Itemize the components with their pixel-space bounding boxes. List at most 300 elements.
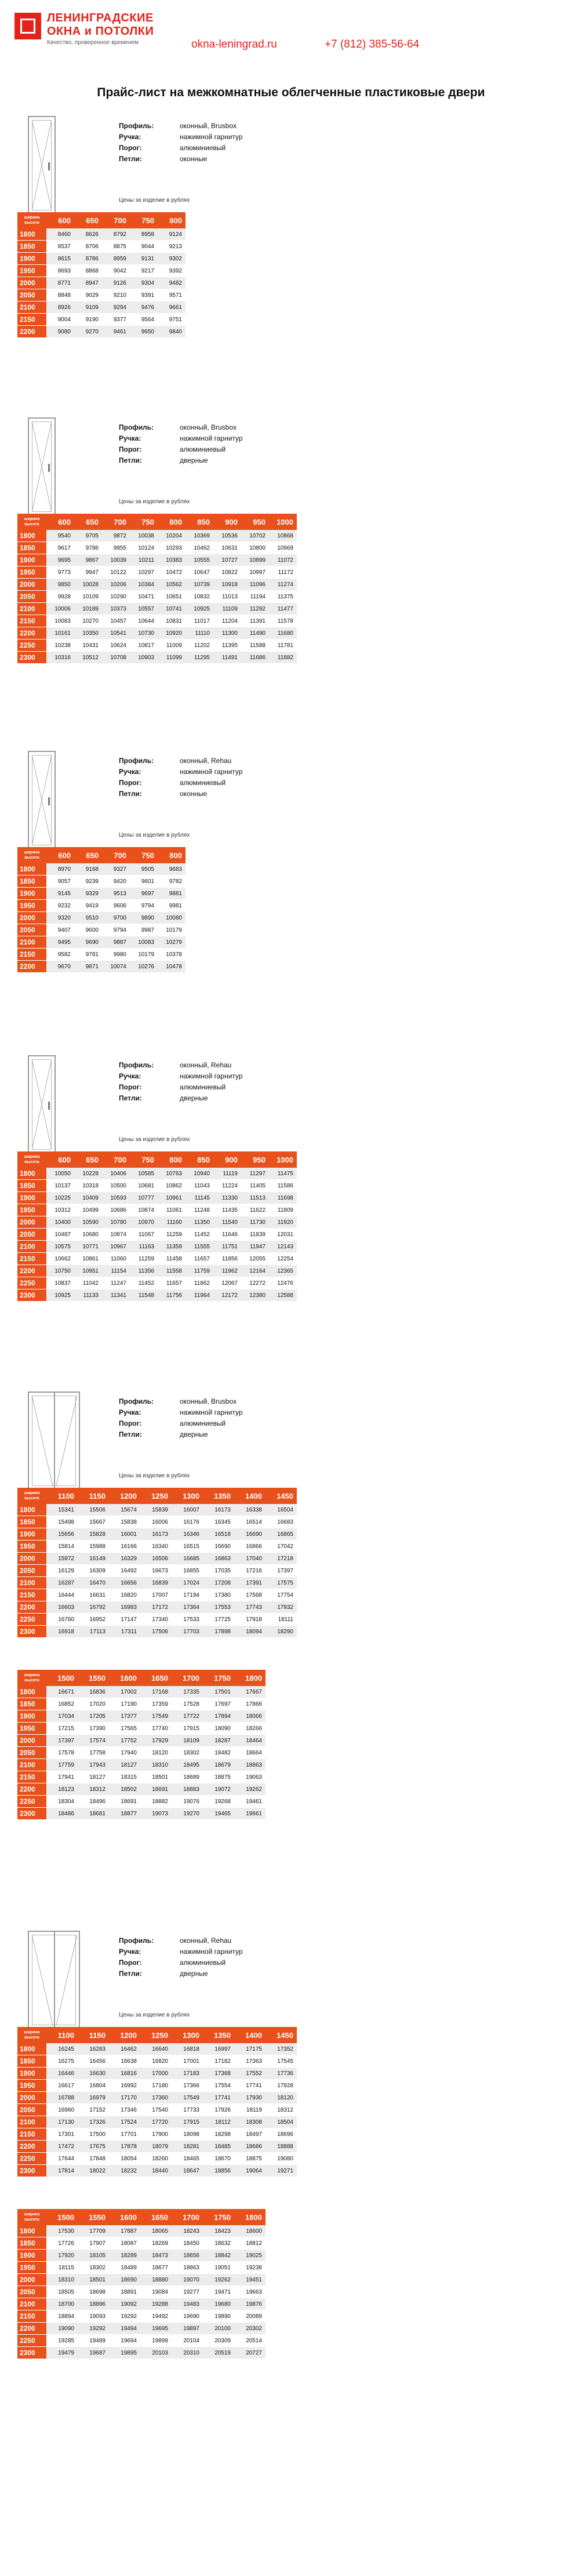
price-cell: 18120	[265, 2092, 297, 2104]
price-cell: 16820	[109, 1589, 140, 1601]
table-row	[17, 2141, 297, 2153]
price-cell: 8868	[74, 265, 102, 277]
price-cell: 17216	[234, 1565, 265, 1577]
price-cell: 16671	[46, 1686, 78, 1698]
price-cell: 20727	[234, 2347, 265, 2359]
table-header-row	[17, 1488, 297, 1504]
table-row	[17, 1241, 297, 1253]
price-cell: 17002	[109, 1686, 140, 1698]
price-cell: 18260	[140, 2153, 172, 2165]
price-cell: 11013	[213, 591, 241, 603]
price-cell: 18600	[234, 2225, 265, 2237]
price-cell: 9781	[74, 949, 102, 961]
height-header: 2200	[17, 326, 46, 338]
price-cell: 17758	[78, 1747, 109, 1759]
table-row	[17, 936, 185, 949]
price-cell: 11856	[213, 1253, 241, 1265]
price-cell: 11067	[130, 1229, 158, 1241]
price-cell: 18287	[203, 1735, 234, 1747]
company-logo	[14, 10, 159, 51]
price-cell: 17530	[46, 2225, 78, 2237]
price-cell: 19072	[203, 1783, 234, 1796]
price-cell: 17941	[46, 1771, 78, 1783]
price-cell: 18679	[203, 1759, 234, 1771]
height-header: 2250	[17, 2153, 46, 2165]
price-cell: 11194	[241, 591, 269, 603]
price-cell: 10462	[185, 542, 213, 554]
price-cell: 17759	[46, 1759, 78, 1771]
price-cell: 17887	[109, 2225, 140, 2237]
price-cell: 15498	[46, 1516, 78, 1528]
table-row	[17, 2262, 265, 2274]
height-header: 2050	[17, 591, 46, 603]
price-cell: 19661	[234, 1808, 265, 1820]
price-cell: 9239	[74, 875, 102, 888]
height-header: 1950	[17, 1204, 46, 1216]
width-header: 650	[74, 847, 102, 863]
width-header: 1550	[78, 1670, 109, 1686]
spec-handle: нажимной гарнитур	[180, 1948, 243, 1956]
price-cell: 18112	[203, 2116, 234, 2128]
price-cell: 17218	[265, 1553, 297, 1565]
price-cell: 16640	[140, 2043, 172, 2055]
price-table	[17, 2027, 297, 2177]
price-cell: 8947	[74, 277, 102, 289]
price-cell: 10644	[130, 615, 158, 627]
table-row	[17, 1168, 297, 1180]
spec-threshold: алюминиевый	[180, 779, 226, 787]
price-cell: 18109	[172, 1735, 203, 1747]
price-cell: 9690	[74, 936, 102, 949]
table-row	[17, 888, 185, 900]
height-header: 1850	[17, 2237, 46, 2250]
price-cell: 15838	[109, 1516, 140, 1528]
height-header: 2000	[17, 277, 46, 289]
price-cell: 12365	[269, 1265, 297, 1277]
table-row	[17, 1504, 297, 1516]
table-row	[17, 253, 185, 265]
price-cell: 11259	[158, 1229, 185, 1241]
price-cell: 9407	[46, 924, 74, 936]
price-cell: 16129	[46, 1565, 78, 1577]
table-row	[17, 1614, 297, 1626]
price-cell: 10431	[74, 640, 102, 652]
corner-height-label: высота	[24, 2218, 39, 2222]
price-cell: 11391	[241, 615, 269, 627]
corner-cell	[17, 1670, 46, 1686]
price-cell: 17754	[265, 1589, 297, 1601]
price-cell: 11730	[241, 1216, 269, 1229]
spec-profile: оконный, Brusbox	[180, 1397, 237, 1405]
height-header: 2050	[17, 924, 46, 936]
height-header: 2250	[17, 640, 46, 652]
price-cell: 15988	[78, 1540, 109, 1553]
table-row	[17, 2153, 297, 2165]
price-cell: 16245	[46, 2043, 78, 2055]
price-cell: 10940	[185, 1168, 213, 1180]
width-header: 1700	[172, 1670, 203, 1686]
price-cell: 16997	[203, 2043, 234, 2055]
price-cell: 18700	[46, 2298, 78, 2310]
width-header: 1200	[109, 1488, 140, 1504]
spec-label: Профиль:	[119, 1397, 154, 1405]
spec-label: Ручка:	[119, 1408, 141, 1416]
price-cell: 10350	[74, 627, 102, 640]
price-cell: 10038	[130, 530, 158, 542]
price-cell: 11540	[213, 1216, 241, 1229]
width-header: 1150	[78, 1488, 109, 1504]
price-cell: 18690	[109, 2274, 140, 2286]
corner-height-label: высота	[24, 1160, 39, 1164]
price-cell: 19492	[140, 2310, 172, 2323]
width-header: 800	[158, 212, 185, 228]
price-cell: 10457	[102, 615, 130, 627]
logo-line2: ОКНА и ПОТОЛКИ	[47, 25, 154, 38]
width-header: 1450	[265, 1488, 297, 1504]
price-cell: 17397	[265, 1565, 297, 1577]
price-cell: 16514	[234, 1516, 265, 1528]
spec-label: Порог:	[119, 1083, 142, 1091]
price-cell: 16506	[140, 1553, 172, 1565]
height-header: 1850	[17, 542, 46, 554]
price-cell: 19489	[78, 2335, 109, 2347]
price-cell: 16329	[109, 1553, 140, 1565]
height-header: 2150	[17, 2128, 46, 2141]
price-cell: 8537	[46, 241, 74, 253]
corner-cell	[17, 847, 46, 863]
spec-label: Ручка:	[119, 1072, 141, 1080]
price-cell: 17743	[234, 1601, 265, 1614]
height-header: 1800	[17, 1168, 46, 1180]
price-cell: 17363	[234, 2055, 265, 2068]
price-cell: 17034	[46, 1710, 78, 1723]
table-row	[17, 1565, 297, 1577]
height-header: 2050	[17, 289, 46, 301]
price-cell: 10590	[74, 1216, 102, 1229]
price-cell: 8771	[46, 277, 74, 289]
table-row	[17, 1601, 297, 1614]
height-header: 2150	[17, 949, 46, 961]
price-cell: 11452	[185, 1229, 213, 1241]
price-cell: 9987	[130, 924, 158, 936]
price-cell: 8926	[46, 301, 74, 314]
width-header: 1350	[203, 1488, 234, 1504]
width-header: 850	[185, 1151, 213, 1168]
price-cell: 11578	[269, 615, 297, 627]
price-cell: 11350	[185, 1216, 213, 1229]
price-cell: 11154	[102, 1265, 130, 1277]
price-cell: 9617	[46, 542, 74, 554]
price-cell: 16444	[46, 1589, 78, 1601]
spec-label: Ручка:	[119, 133, 141, 141]
height-header: 1950	[17, 566, 46, 579]
price-cell: 11330	[213, 1192, 241, 1204]
price-cell: 10822	[213, 566, 241, 579]
height-header: 1850	[17, 241, 46, 253]
price-cell: 10204	[158, 530, 185, 542]
table-row	[17, 1796, 265, 1808]
height-header: 1900	[17, 1192, 46, 1204]
price-cell: 17703	[172, 1626, 203, 1638]
price-cell: 17020	[78, 1698, 109, 1710]
price-cell: 18094	[234, 1626, 265, 1638]
price-cell: 17007	[140, 1589, 172, 1601]
spec-handle: нажимной гарнитур	[180, 768, 243, 776]
width-header: 1750	[203, 2209, 234, 2225]
price-cell: 9582	[46, 949, 74, 961]
price-cell: 11395	[213, 640, 241, 652]
price-cell: 11297	[241, 1168, 269, 1180]
price-cell: 18896	[78, 2298, 109, 2310]
price-cell: 17360	[140, 2092, 172, 2104]
table-row	[17, 1204, 297, 1216]
width-header: 900	[213, 1151, 241, 1168]
price-cell: 10179	[130, 949, 158, 961]
price-cell: 17930	[234, 2092, 265, 2104]
price-cell: 18696	[265, 2128, 297, 2141]
width-header: 750	[130, 1151, 158, 1168]
spec-threshold: алюминиевый	[180, 144, 226, 152]
height-header: 2100	[17, 301, 46, 314]
price-cell: 15972	[46, 1553, 78, 1565]
price-cell: 10832	[185, 591, 213, 603]
table-row	[17, 1180, 297, 1192]
price-cell: 9871	[74, 961, 102, 973]
price-cell: 17545	[265, 2055, 297, 2068]
price-cell: 10903	[130, 652, 158, 664]
price-cell: 10122	[102, 566, 130, 579]
door-image	[28, 417, 56, 516]
width-header: 600	[46, 847, 74, 863]
double-door-image	[28, 1931, 80, 2029]
table-header-row	[17, 2209, 265, 2225]
height-header: 2100	[17, 603, 46, 615]
price-cell: 11686	[241, 652, 269, 664]
price-cell: 18698	[78, 2286, 109, 2298]
table-row	[17, 2286, 265, 2298]
table-row	[17, 2165, 297, 2177]
price-cell: 16685	[172, 1553, 203, 1565]
price-cell: 19292	[78, 2323, 109, 2335]
price-cell: 15656	[46, 1528, 78, 1540]
price-cell: 15674	[109, 1504, 140, 1516]
width-header: 1000	[269, 514, 297, 530]
table-row	[17, 1589, 297, 1601]
spec-hinges: оконные	[180, 155, 208, 163]
price-cell: 16176	[172, 1516, 203, 1528]
price-cell: 18310	[140, 1759, 172, 1771]
width-header: 600	[46, 212, 74, 228]
height-header: 2000	[17, 1216, 46, 1229]
price-cell: 18304	[46, 1796, 78, 1808]
price-cell: 17175	[234, 2043, 265, 2055]
price-cell: 19890	[203, 2310, 234, 2323]
price-cell: 10500	[102, 1180, 130, 1192]
spec-hinges: дверные	[180, 1430, 208, 1438]
table-row	[17, 1747, 265, 1759]
table-row	[17, 912, 185, 924]
height-header: 1950	[17, 1723, 46, 1735]
price-cell: 10967	[102, 1241, 130, 1253]
price-cell: 10312	[46, 1204, 74, 1216]
price-cell: 16983	[109, 1601, 140, 1614]
price-cell: 19238	[234, 2262, 265, 2274]
price-cell: 10741	[158, 603, 185, 615]
price-cell: 9232	[46, 900, 74, 912]
logo-mark	[14, 13, 41, 39]
price-cell: 19262	[203, 2274, 234, 2286]
table-row	[17, 863, 185, 875]
price-cell: 17391	[234, 1577, 265, 1589]
price-cell: 8848	[46, 289, 74, 301]
height-header: 2000	[17, 579, 46, 591]
table-row	[17, 289, 185, 301]
price-cell: 17024	[172, 1577, 203, 1589]
width-header: 1100	[46, 1488, 78, 1504]
price-cell: 11657	[185, 1253, 213, 1265]
width-header: 650	[74, 212, 102, 228]
price-cell: 17301	[46, 2128, 78, 2141]
price-cell: 10647	[185, 566, 213, 579]
price-cell: 17894	[203, 1710, 234, 1723]
table-row	[17, 2310, 265, 2323]
price-cell: 10383	[158, 554, 185, 566]
price-cell: 18505	[46, 2286, 78, 2298]
height-header: 2200	[17, 961, 46, 973]
price-cell: 18888	[265, 2141, 297, 2153]
price-cell: 16992	[109, 2080, 140, 2092]
price-cell: 10472	[158, 566, 185, 579]
price-cell: 10969	[269, 542, 297, 554]
price-cell: 9210	[102, 289, 130, 301]
price-cell: 16656	[109, 1577, 140, 1589]
price-cell: 10817	[130, 640, 158, 652]
price-cell: 17528	[172, 1698, 203, 1710]
price-cell: 16788	[46, 2092, 78, 2104]
price-cell: 11292	[241, 603, 269, 615]
height-header: 1800	[17, 2043, 46, 2055]
height-header: 2300	[17, 1626, 46, 1638]
price-cell: 18501	[78, 2274, 109, 2286]
price-cell: 10555	[185, 554, 213, 566]
price-cell: 11680	[269, 627, 297, 640]
height-header: 1800	[17, 863, 46, 875]
price-cell: 15839	[140, 1504, 172, 1516]
price-cell: 16960	[46, 2104, 78, 2116]
price-note: Цены за изделие в рублях	[119, 499, 190, 505]
price-cell: 15828	[78, 1528, 109, 1540]
price-cell: 19285	[46, 2335, 78, 2347]
height-header: 2300	[17, 2347, 46, 2359]
double-door-image	[28, 1391, 80, 1490]
height-header: 1850	[17, 875, 46, 888]
height-header: 2000	[17, 912, 46, 924]
height-header: 2300	[17, 652, 46, 664]
table-row	[17, 949, 185, 961]
price-cell: 9145	[46, 888, 74, 900]
height-header: 1850	[17, 1180, 46, 1192]
price-cell: 16690	[234, 1528, 265, 1540]
price-cell: 10109	[74, 591, 102, 603]
price-cell: 16673	[140, 1565, 172, 1577]
height-header: 2050	[17, 1565, 46, 1577]
price-cell: 12055	[241, 1253, 269, 1265]
price-cell: 16979	[78, 2092, 109, 2104]
price-cell: 11009	[158, 640, 185, 652]
table-row	[17, 1698, 265, 1710]
price-cell: 10997	[241, 566, 269, 579]
price-cell: 18812	[234, 2237, 265, 2250]
price-cell: 10050	[46, 1168, 74, 1180]
price-cell: 18670	[203, 2153, 234, 2165]
price-cell: 17701	[109, 2128, 140, 2141]
table-row	[17, 1808, 265, 1820]
spec-profile: оконный, Rehau	[180, 1936, 232, 1945]
logo-tagline: Качество, проверенное временем	[47, 39, 139, 46]
table-row	[17, 603, 297, 615]
price-cell: 10562	[158, 579, 185, 591]
price-cell: 17697	[203, 1698, 234, 1710]
price-cell: 11698	[269, 1192, 297, 1204]
price-cell: 9887	[102, 936, 130, 949]
price-cell: 10290	[102, 591, 130, 603]
price-cell: 10316	[46, 652, 74, 664]
height-header: 2000	[17, 1553, 46, 1565]
price-cell: 17898	[203, 1626, 234, 1638]
price-cell: 10228	[74, 1168, 102, 1180]
price-cell: 18098	[172, 2128, 203, 2141]
price-table	[17, 514, 297, 664]
price-cell: 9329	[74, 888, 102, 900]
price-cell: 10541	[102, 627, 130, 640]
price-cell: 19694	[109, 2335, 140, 2347]
spec-list	[119, 755, 243, 800]
price-cell: 10780	[102, 1216, 130, 1229]
corner-width-label: ширина	[24, 517, 40, 521]
price-cell: 18315	[109, 1771, 140, 1783]
price-cell: 18647	[172, 2165, 203, 2177]
table-row	[17, 579, 297, 591]
price-cell: 16283	[78, 2043, 109, 2055]
price-cell: 18882	[140, 1796, 172, 1808]
price-cell: 16515	[172, 1540, 203, 1553]
site-link[interactable]: okna-leningrad.ru	[191, 38, 277, 50]
price-cell: 19268	[203, 1796, 234, 1808]
width-header: 1600	[109, 2209, 140, 2225]
table-row	[17, 875, 185, 888]
price-cell: 18464	[234, 1735, 265, 1747]
price-cell: 8958	[130, 228, 158, 241]
price-cell: 18495	[172, 1759, 203, 1771]
width-header: 1800	[234, 1670, 265, 1686]
phone-number[interactable]: +7 (812) 385-56-64	[325, 38, 420, 50]
price-cell: 10083	[46, 615, 74, 627]
table-row	[17, 314, 185, 326]
price-cell: 17397	[46, 1735, 78, 1747]
price-cell: 17168	[140, 1686, 172, 1698]
price-cell: 18883	[172, 1783, 203, 1796]
height-header: 2150	[17, 1253, 46, 1265]
price-cell: 17524	[109, 2116, 140, 2128]
price-cell: 18496	[78, 1796, 109, 1808]
price-cell: 11204	[213, 615, 241, 627]
height-header: 2150	[17, 314, 46, 326]
width-header: 1250	[140, 1488, 172, 1504]
price-cell: 9600	[74, 924, 102, 936]
price-cell: 16470	[78, 1577, 109, 1589]
price-cell: 16603	[46, 1601, 78, 1614]
width-header: 750	[130, 212, 158, 228]
